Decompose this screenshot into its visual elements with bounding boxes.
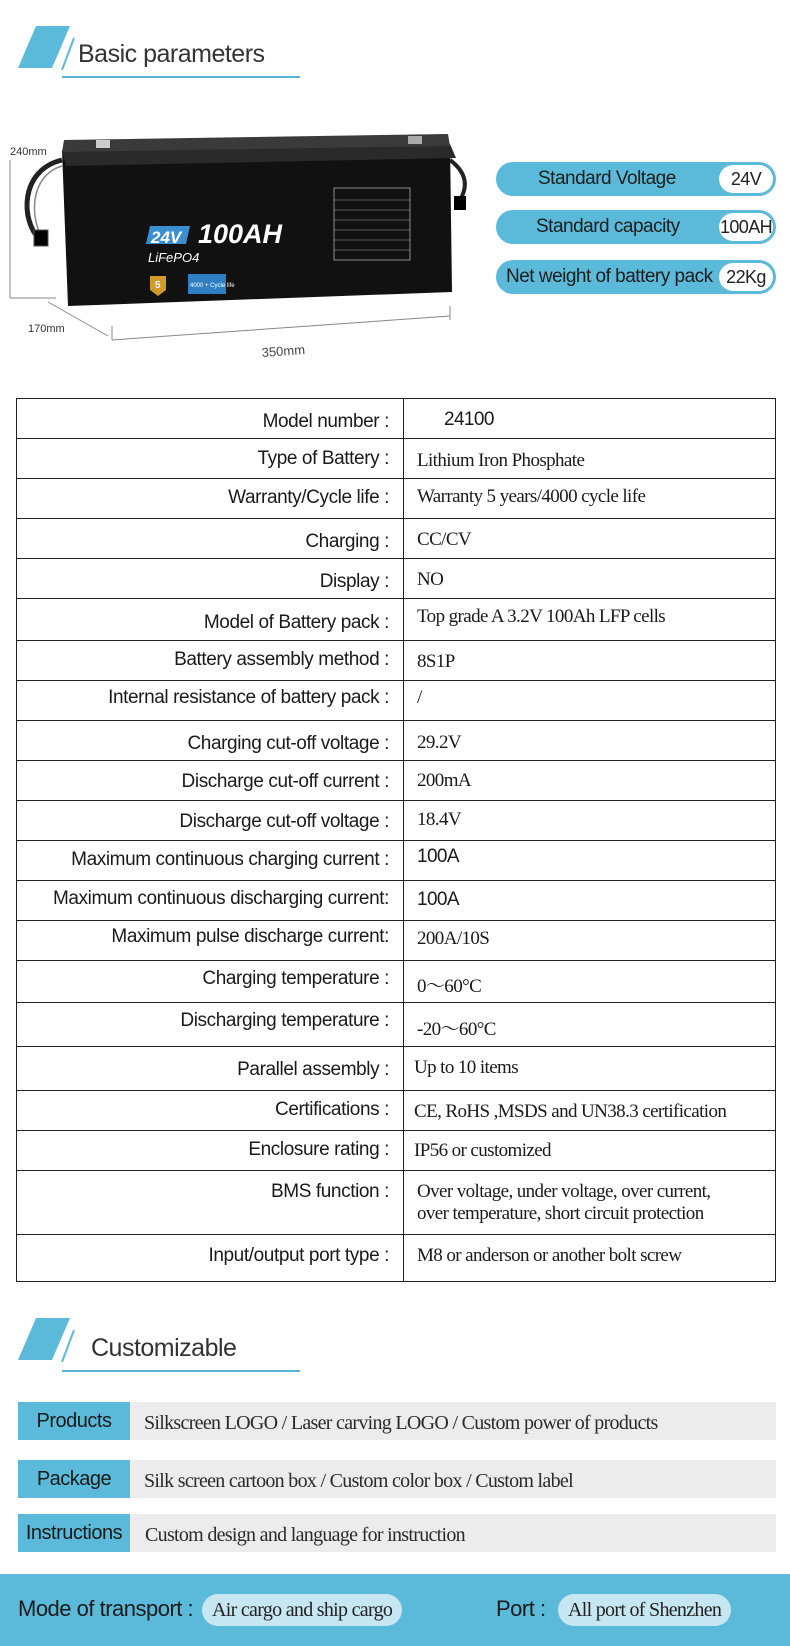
spec-value: IP56 or customized <box>414 1140 551 1161</box>
table-row <box>17 599 775 641</box>
spec-key: Parallel assembly : <box>237 1059 389 1080</box>
spec-key-cell <box>17 841 404 880</box>
spec-value-cell <box>404 761 775 800</box>
spec-key-cell <box>17 559 404 598</box>
table-row <box>17 641 775 681</box>
spec-value-cell <box>404 1131 775 1170</box>
spec-key: Discharge cut-off voltage : <box>179 811 389 832</box>
spec-key-cell <box>17 681 404 720</box>
spec-value: M8 or anderson or another bolt screw <box>417 1245 682 1266</box>
pill-standard-capacity <box>496 210 776 244</box>
transport-mode-value: Air cargo and ship cargo <box>202 1594 402 1626</box>
table-row <box>17 841 775 881</box>
spec-key-cell <box>17 881 404 920</box>
spec-key: Charging : <box>305 531 389 552</box>
table-row <box>17 1171 775 1235</box>
spec-value: CC/CV <box>417 529 472 550</box>
spec-key: Certifications : <box>275 1099 389 1120</box>
custom-row-package <box>18 1460 776 1498</box>
spec-value: -20～60°C <box>417 1019 496 1040</box>
spec-key-cell <box>17 961 404 1002</box>
spec-value: 18.4V <box>417 809 461 830</box>
spec-value: NO <box>417 569 444 590</box>
battery-chemistry-label: LiFePO4 <box>148 250 200 265</box>
spec-key: Enclosure rating : <box>248 1139 389 1160</box>
pill-value: 100AH <box>719 213 773 241</box>
table-row <box>17 961 775 1003</box>
spec-key-cell <box>17 599 404 640</box>
spec-value-cell <box>404 1091 775 1130</box>
table-row <box>17 721 775 761</box>
spec-key-cell <box>17 479 404 518</box>
spec-value: Top grade A 3.2V 100Ah LFP cells <box>417 606 666 627</box>
spec-value-line2: over temperature, short circuit protection <box>417 1203 704 1224</box>
spec-value-cell <box>404 681 775 720</box>
table-row <box>17 681 775 721</box>
customizable-header <box>18 1318 288 1374</box>
dimension-width-label: 350mm <box>261 342 306 360</box>
spec-value-cell <box>404 881 775 920</box>
pill-value: 22Kg <box>719 263 773 291</box>
custom-row-label: Instructions <box>18 1514 130 1552</box>
spec-value-cell <box>404 641 775 680</box>
table-row <box>17 881 775 921</box>
spec-value: 100A <box>417 846 459 867</box>
spec-key: Model number : <box>262 411 389 432</box>
spec-key: Display : <box>319 571 389 592</box>
spec-key-cell <box>17 1131 404 1170</box>
spec-key-cell <box>17 921 404 960</box>
spec-key-cell <box>17 1091 404 1130</box>
spec-table <box>16 398 776 1282</box>
spec-value: 100A <box>417 889 459 910</box>
spec-key: Discharge cut-off current : <box>181 771 389 792</box>
table-row <box>17 761 775 801</box>
spec-key: Charging temperature : <box>202 968 389 989</box>
spec-value-cell <box>404 1003 775 1046</box>
spec-key-cell <box>17 721 404 760</box>
section-underline <box>62 1370 300 1372</box>
spec-value-cell <box>404 721 775 760</box>
spec-key: Input/output port type : <box>208 1245 389 1266</box>
custom-row-value: Custom design and language for instruction <box>145 1524 465 1546</box>
spec-key-cell <box>17 761 404 800</box>
table-row <box>17 399 775 439</box>
table-row <box>17 801 775 841</box>
battery-illustration <box>0 130 470 370</box>
spec-key-cell <box>17 1003 404 1046</box>
spec-key: Internal resistance of battery pack : <box>108 687 389 708</box>
table-row <box>17 559 775 599</box>
spec-value: Over voltage, under voltage, over current, <box>417 1181 711 1202</box>
custom-row-label: Package <box>18 1460 130 1498</box>
table-row <box>17 1003 775 1047</box>
section-marker-icon <box>18 1318 78 1362</box>
table-row <box>17 1131 775 1171</box>
custom-row-products <box>18 1402 776 1440</box>
spec-value: Up to 10 items <box>414 1057 519 1078</box>
section-title: Customizable <box>91 1334 237 1362</box>
custom-row-value: Silkscreen LOGO / Laser carving LOGO / Custom power of products <box>144 1412 658 1434</box>
dimension-depth-label: 170mm <box>28 323 65 335</box>
spec-key: Warranty/Cycle life : <box>228 487 389 508</box>
pill-label: Standard capacity <box>536 216 680 237</box>
spec-value: Lithium Iron Phosphate <box>417 450 585 471</box>
custom-row-label: Products <box>18 1402 130 1440</box>
spec-value-cell <box>404 841 775 880</box>
table-row <box>17 1235 775 1281</box>
spec-key: Model of Battery pack : <box>203 612 389 633</box>
spec-value: Warranty 5 years/4000 cycle life <box>417 486 646 507</box>
spec-key-cell <box>17 641 404 680</box>
pill-label: Net weight of battery pack <box>506 266 713 287</box>
section-marker-icon <box>18 26 78 70</box>
table-row <box>17 519 775 559</box>
spec-value: 0～60°C <box>417 976 482 997</box>
spec-key: Battery assembly method : <box>174 649 389 670</box>
spec-value-cell <box>404 961 775 1002</box>
spec-value-cell <box>404 1047 775 1090</box>
spec-key: Maximum continuous discharging current: <box>52 888 389 909</box>
spec-key: BMS function : <box>271 1181 389 1202</box>
table-row <box>17 1091 775 1131</box>
table-row <box>17 479 775 519</box>
spec-value-cell <box>404 1171 775 1234</box>
dimension-height-label: 240mm <box>10 146 47 158</box>
transport-bar <box>0 1574 790 1646</box>
spec-value-cell <box>404 559 775 598</box>
spec-value-cell <box>404 801 775 840</box>
battery-capacity-label: 100AH <box>198 219 283 249</box>
spec-key-cell <box>17 519 404 558</box>
spec-key: Maximum continuous charging current : <box>71 849 389 870</box>
table-row <box>17 921 775 961</box>
spec-key: Maximum pulse discharge current: <box>111 926 389 947</box>
table-row <box>17 1047 775 1091</box>
port-label: Port : <box>496 1596 546 1621</box>
spec-key-cell <box>17 1047 404 1090</box>
pill-label: Standard Voltage <box>538 168 676 189</box>
spec-key: Type of Battery : <box>257 448 389 469</box>
spec-value-cell <box>404 439 775 478</box>
spec-value-cell <box>404 479 775 518</box>
spec-key-cell <box>17 801 404 840</box>
spec-key: Charging cut-off voltage : <box>187 733 389 754</box>
custom-row-instructions <box>18 1514 776 1552</box>
spec-key: Discharging temperature : <box>180 1010 389 1031</box>
spec-key-cell <box>17 399 404 438</box>
spec-value-cell <box>404 921 775 960</box>
spec-value: CE, RoHS ,MSDS and UN38.3 certification <box>414 1101 727 1122</box>
spec-key-cell <box>17 439 404 478</box>
spec-value: 8S1P <box>417 651 455 672</box>
spec-value: 200A/10S <box>417 928 490 949</box>
spec-value: 24100 <box>444 409 494 430</box>
custom-row-value: Silk screen cartoon box / Custom color box / Custom label <box>144 1470 573 1492</box>
transport-mode-label: Mode of transport : <box>18 1596 194 1621</box>
section-underline <box>62 76 300 78</box>
spec-value-cell <box>404 399 775 438</box>
pill-value: 24V <box>719 165 773 193</box>
warranty-badge-label: 5 <box>155 280 161 291</box>
pill-standard-voltage <box>496 162 776 196</box>
section-title: Basic parameters <box>78 40 265 68</box>
spec-value: 200mA <box>417 770 472 791</box>
pill-net-weight <box>496 260 776 294</box>
battery-voltage-label: 24V <box>151 228 182 247</box>
cycle-life-badge: 4000 + Cycle life <box>190 283 235 289</box>
table-row <box>17 439 775 479</box>
spec-value-cell <box>404 519 775 558</box>
spec-key-cell <box>17 1171 404 1234</box>
port-value: All port of Shenzhen <box>558 1594 731 1626</box>
spec-key-cell <box>17 1235 404 1281</box>
spec-value: 29.2V <box>417 732 461 753</box>
spec-value: / <box>417 687 422 708</box>
spec-value-cell <box>404 1235 775 1281</box>
spec-value-cell <box>404 599 775 640</box>
basic-parameters-header <box>18 26 288 82</box>
